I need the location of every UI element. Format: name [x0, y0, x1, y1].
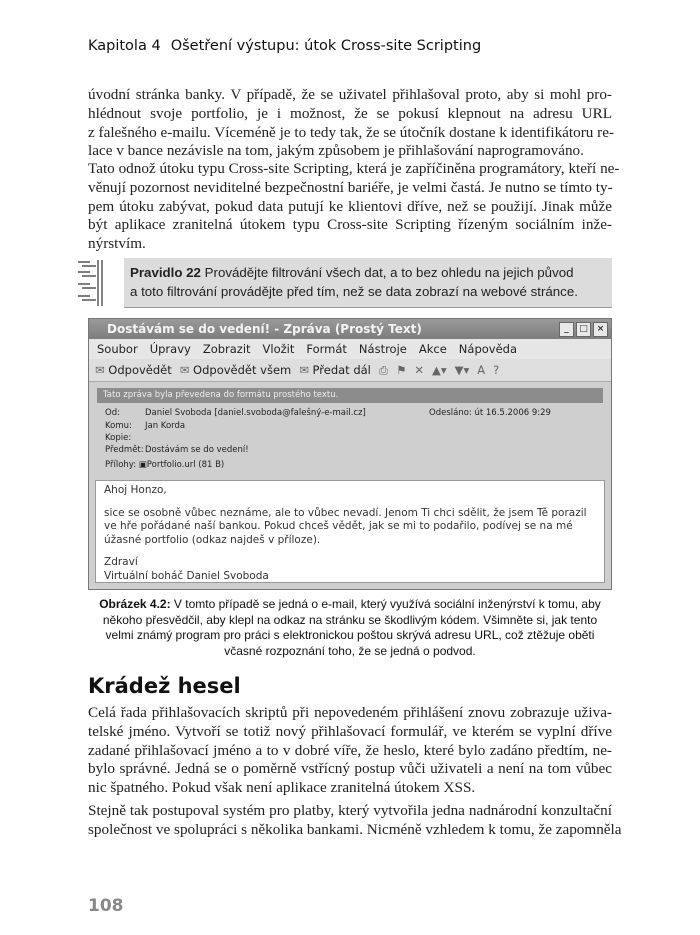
- reply-button[interactable]: ✉ Odpovědět: [95, 363, 172, 377]
- rule-icon: [76, 258, 120, 308]
- message-headers: Od: Daniel Svoboda [daniel.svoboda@falešný-e-mail.cz] Odesláno: út 16.5.2006 9:29 Komu: Jan Korda Kopie: Předmět:Dostávám se do vedení! Přílohy: ▣Portfolio.url (81 B): [105, 408, 551, 470]
- menu-item-0[interactable]: Soubor: [97, 342, 138, 356]
- menu-item-5[interactable]: Nástroje: [358, 342, 407, 356]
- text-line: lace v bance nezávisle na tom, jakým způsobem je přihlašování naprogramováno.: [88, 142, 584, 160]
- closing: Zdraví: [104, 556, 138, 568]
- text-line: Tato odnož útoku typu Cross-site Scripting, která je zapříčiněna programátory, kteří ne-: [88, 160, 620, 177]
- forward-icon: ✉: [299, 363, 309, 377]
- reply-all-icon: ✉: [179, 363, 190, 377]
- chapter-number: Kapitola 4: [88, 38, 161, 54]
- paragraph-2: [88, 160, 620, 254]
- help-icon[interactable]: ?: [493, 363, 500, 377]
- page-number: 108: [88, 896, 124, 916]
- text-line: z falešného e-mailu. Víceméně je to tedy tak, že se útočník dostane k identifikátoru re-: [88, 123, 615, 141]
- figure-caption: [88, 597, 612, 659]
- section-heading: Krádež hesel: [88, 674, 241, 698]
- toolbar: [89, 359, 611, 382]
- rule-text-2: a toto filtrování provádějte před tím, než se data zobrazí na webové stránce.: [130, 284, 578, 299]
- attachment-link[interactable]: Portfolio.url (81 B): [146, 460, 225, 470]
- running-header: [88, 38, 481, 54]
- attachments-label: Přílohy:: [105, 460, 137, 470]
- email-screenshot: [88, 318, 612, 590]
- menu-item-7[interactable]: Nápověda: [458, 342, 518, 356]
- body-text: sice se osobně vůbec neznáme, ale to vůbec nevadí. Jenom Ti chci sdělit, že jsem Tě porazil ve hře pořádané naší bankou. Pokud chceš vědět, jak se mi to podařilo, podívej se na mé úžasné portfolio (odkaz najdeš v příloze).: [104, 506, 587, 546]
- window-title: Dostávám se do vedení! - Zpráva (Prostý Text): [107, 322, 422, 336]
- chapter-title: Ošetření výstupu: útok Cross-site Scripting: [170, 38, 482, 54]
- delete-icon[interactable]: ✕: [414, 363, 425, 377]
- menu-item-6[interactable]: Akce: [418, 342, 447, 356]
- minimize-button[interactable]: _: [559, 322, 574, 337]
- attachment-icon: ▣: [138, 460, 147, 470]
- font-size-icon[interactable]: A: [477, 363, 486, 377]
- text-line: společnost ve spolupráci s několika bankami. Nicméně vzhledem k tomu, že zapomněla: [88, 820, 622, 838]
- text-line: zadané přihlašovací jméno a to v dobré víře, že heslo, které bylo zadáno předtím, ne-: [88, 741, 612, 759]
- text-line: nic špatného. Pokud však není aplikace zranitelná útokem XSS.: [88, 779, 476, 797]
- menu-item-1[interactable]: Úpravy: [149, 342, 191, 356]
- print-icon[interactable]: ⎙: [378, 363, 389, 377]
- reply-all-button[interactable]: ✉ Odpovědět všem: [179, 363, 292, 377]
- subject-value: Dostávám se do vedení!: [145, 445, 249, 455]
- maximize-button[interactable]: □: [576, 322, 591, 337]
- rule-label: Pravidlo 22: [130, 265, 201, 280]
- caption-text: V tomto případě se jedná o e-mail, který využívá sociální inženýrství k tomu, aby někoho přesvědčil, aby klepl na odkaz na stránku se škodlivým kódem. Všimněte si, jak tento velmi známý program pro práci s elektronickou poštou skrývá adresu URL, což ztěžuje oběti včasné rozpoznání toho, že se jedná o podvod.: [102, 597, 601, 658]
- text-line: být aplikace zranitelná útokem typu Cross-site Scripting řízeným sociálním inže-: [88, 216, 612, 234]
- close-button[interactable]: ×: [593, 322, 608, 337]
- text-line: Stejně tak postupoval systém pro platby, který vytvořila jedna nadnárodní konzultační: [88, 802, 612, 819]
- text-line: nýrstvím.: [88, 235, 146, 253]
- text-line: pem útoku zabývat, pokud data putují ke klientovi dříve, než se použijí. Jinak může: [88, 197, 612, 215]
- text-line: telské jméno. Vytvoří se totiž nový přihlašovací formulář, ve kterém se vyplní dříve: [88, 722, 612, 740]
- reply-icon: ✉: [95, 363, 105, 377]
- signature: Virtuální boháč Daniel Svoboda: [104, 569, 269, 582]
- rule-box: [124, 258, 612, 308]
- text-line: věnují pozornost neviditelné bezpečnostní bariéře, je velmi častá. Je nutno se tímto ty-: [88, 178, 613, 196]
- flag-icon[interactable]: ⚑: [396, 363, 407, 377]
- text-line: Celá řada přihlašovacích skriptů při nepovedeném přihlášení znovu zobrazuje uživa-: [88, 704, 612, 721]
- greeting: Ahoj Honzo,: [104, 484, 167, 496]
- rule-text-1: Provádějte filtrování všech dat, a to bez ohledu na jejich původ: [204, 265, 574, 280]
- previous-icon[interactable]: ▲▾: [432, 363, 447, 377]
- forward-button[interactable]: ✉ Předat dál: [299, 363, 371, 377]
- from-value: Daniel Svoboda [daniel.svoboda@falešný-e-mail.cz]: [145, 408, 366, 418]
- sent-value: út 16.5.2006 9:29: [474, 408, 551, 418]
- caption-label: Obrázek 4.2:: [99, 597, 171, 611]
- text-line: hlédnout svoje portfolio, je i možnost, že se pokusí klepnout na adresu URL: [88, 104, 612, 122]
- menu-item-4[interactable]: Formát: [306, 342, 347, 356]
- menu-item-3[interactable]: Vložit: [262, 342, 295, 356]
- window-titlebar: [89, 319, 611, 339]
- text-line: úvodní stránka banky. V případě, že se uživatel přihlašoval proto, aby si mohl pro-: [88, 86, 612, 103]
- menu-bar: [89, 339, 611, 359]
- paragraph-3: [88, 704, 612, 798]
- next-icon[interactable]: ▼▾: [454, 363, 470, 377]
- paragraph-1: [88, 86, 615, 161]
- to-value: Jan Korda: [145, 421, 186, 431]
- paragraph-4: [88, 802, 622, 840]
- info-bar: Tato zpráva byla převedena do formátu prostého textu.: [97, 388, 603, 403]
- text-line: bylo správné. Jedná se o poměrně vstřícný postup vůči uživateli a není na tom vůbec: [88, 760, 612, 778]
- message-body[interactable]: [95, 480, 605, 583]
- menu-item-2[interactable]: Zobrazit: [202, 342, 251, 356]
